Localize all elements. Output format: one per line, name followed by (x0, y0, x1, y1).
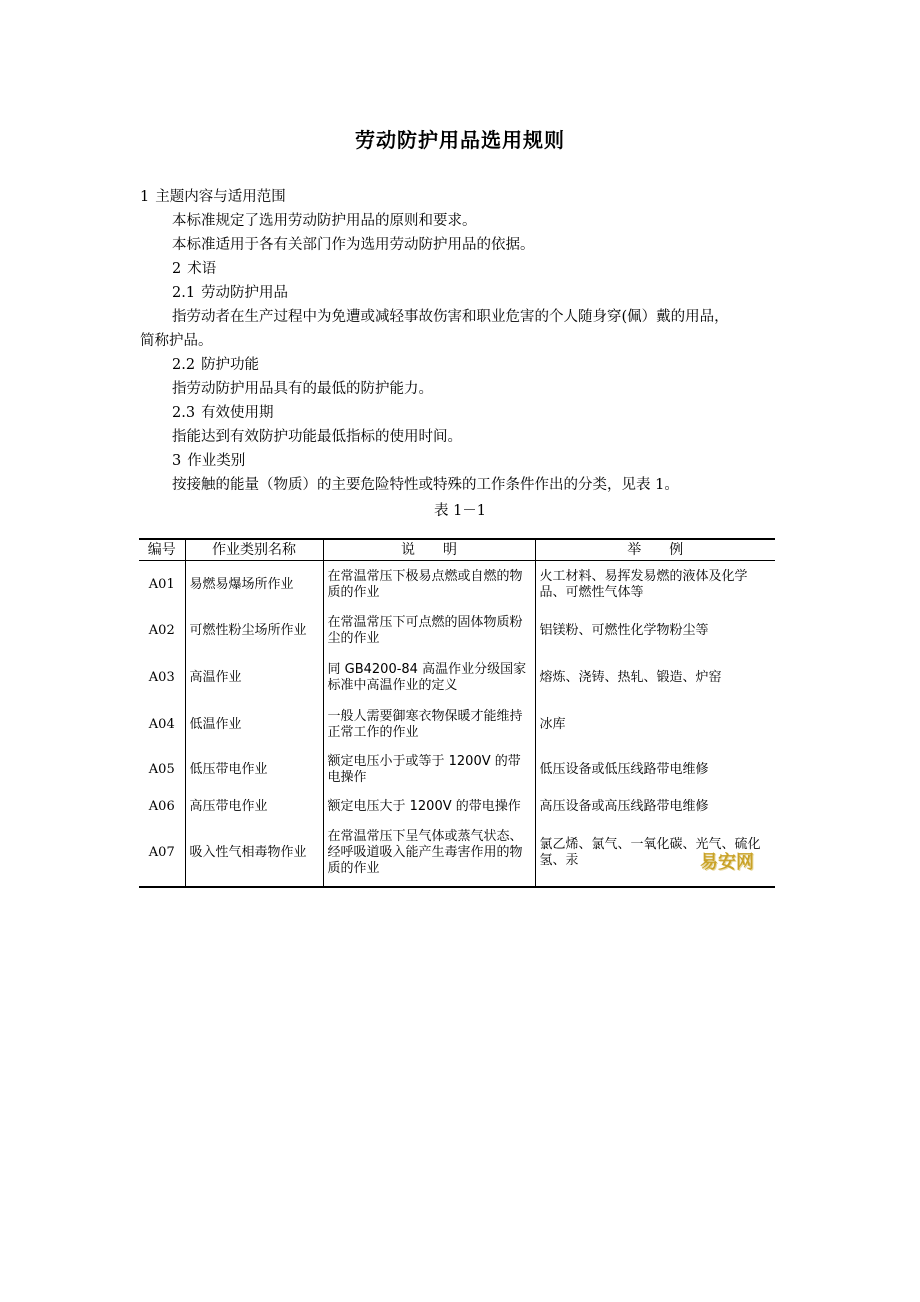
paragraph: 本标准适用于各有关部门作为选用劳动防护用品的依据。 (172, 237, 535, 253)
cell-name: 可燃性粉尘场所作业 (185, 609, 323, 653)
header-code: 编号 (139, 539, 185, 561)
cell-example: 火工材料、易挥发易燃的液体及化学品、可燃性气体等 (535, 561, 775, 609)
section-heading: 3 作业类别 (172, 453, 246, 469)
work-category-table (139, 538, 775, 888)
cell-example: 氯乙烯、氯气、一氧化碳、光气、硫化氢、汞 (535, 821, 775, 887)
paragraph-continuation: 简称护品。 (140, 333, 213, 349)
cell-name: 易燃易爆场所作业 (185, 561, 323, 609)
cell-code: A07 (139, 821, 185, 887)
paragraph: 指劳动防护用品具有的最低的防护能力。 (172, 381, 433, 397)
subsection-heading: 2.1 劳动防护用品 (172, 285, 289, 301)
cell-example: 冰库 (535, 703, 775, 747)
header-description: 说 明 (323, 539, 535, 561)
cell-example: 熔炼、浇铸、热轧、锻造、炉窑 (535, 653, 775, 703)
paragraph: 指劳动者在生产过程中为免遭或减轻事故伤害和职业危害的个人随身穿(佩）戴的用品， (172, 309, 729, 325)
table-row (139, 561, 775, 609)
cell-description: 一般人需要御寒衣物保暖才能维持正常工作的作业 (323, 703, 535, 747)
section-heading: 1 主题内容与适用范围 (140, 189, 286, 205)
paragraph: 本标准规定了选用劳动防护用品的原则和要求。 (172, 213, 477, 229)
document-title: 劳动防护用品选用规则 (355, 128, 565, 152)
watermark-logo: 易安网 (700, 852, 754, 873)
cell-name: 低压带电作业 (185, 747, 323, 793)
section-heading: 2 术语 (172, 261, 217, 277)
table-row (139, 793, 775, 821)
table-row (139, 703, 775, 747)
cell-description: 额定电压小于或等于 1200V 的带电操作 (323, 747, 535, 793)
cell-description: 额定电压大于 1200V 的带电操作 (323, 793, 535, 821)
header-example: 举 例 (535, 539, 775, 561)
cell-description: 同 GB4200-84 高温作业分级国家标准中高温作业的定义 (323, 653, 535, 703)
header-name: 作业类别名称 (185, 539, 323, 561)
cell-example: 高压设备或高压线路带电维修 (535, 793, 775, 821)
cell-name: 高温作业 (185, 653, 323, 703)
cell-name: 高压带电作业 (185, 793, 323, 821)
cell-code: A04 (139, 703, 185, 747)
table-row (139, 821, 775, 887)
cell-name: 低温作业 (185, 703, 323, 747)
paragraph: 按接触的能量（物质）的主要危险特性或特殊的工作条件作出的分类，见表 1。 (172, 477, 679, 493)
table-row (139, 653, 775, 703)
cell-code: A06 (139, 793, 185, 821)
table-caption: 表 1－1 (433, 503, 487, 519)
cell-description: 在常温常压下极易点燃或自燃的物质的作业 (323, 561, 535, 609)
cell-code: A01 (139, 561, 185, 609)
table-row (139, 747, 775, 793)
cell-name: 吸入性气相毒物作业 (185, 821, 323, 887)
cell-code: A03 (139, 653, 185, 703)
cell-code: A05 (139, 747, 185, 793)
table-header-row (139, 539, 775, 561)
subsection-heading: 2.3 有效使用期 (172, 405, 274, 421)
table-row (139, 609, 775, 653)
cell-example: 铝镁粉、可燃性化学物粉尘等 (535, 609, 775, 653)
paragraph: 指能达到有效防护功能最低指标的使用时间。 (172, 429, 462, 445)
cell-description: 在常温常压下可点燃的固体物质粉尘的作业 (323, 609, 535, 653)
cell-code: A02 (139, 609, 185, 653)
cell-description: 在常温常压下呈气体或蒸气状态、经呼吸道吸入能产生毒害作用的物质的作业 (323, 821, 535, 887)
subsection-heading: 2.2 防护功能 (172, 357, 260, 373)
cell-example: 低压设备或低压线路带电维修 (535, 747, 775, 793)
